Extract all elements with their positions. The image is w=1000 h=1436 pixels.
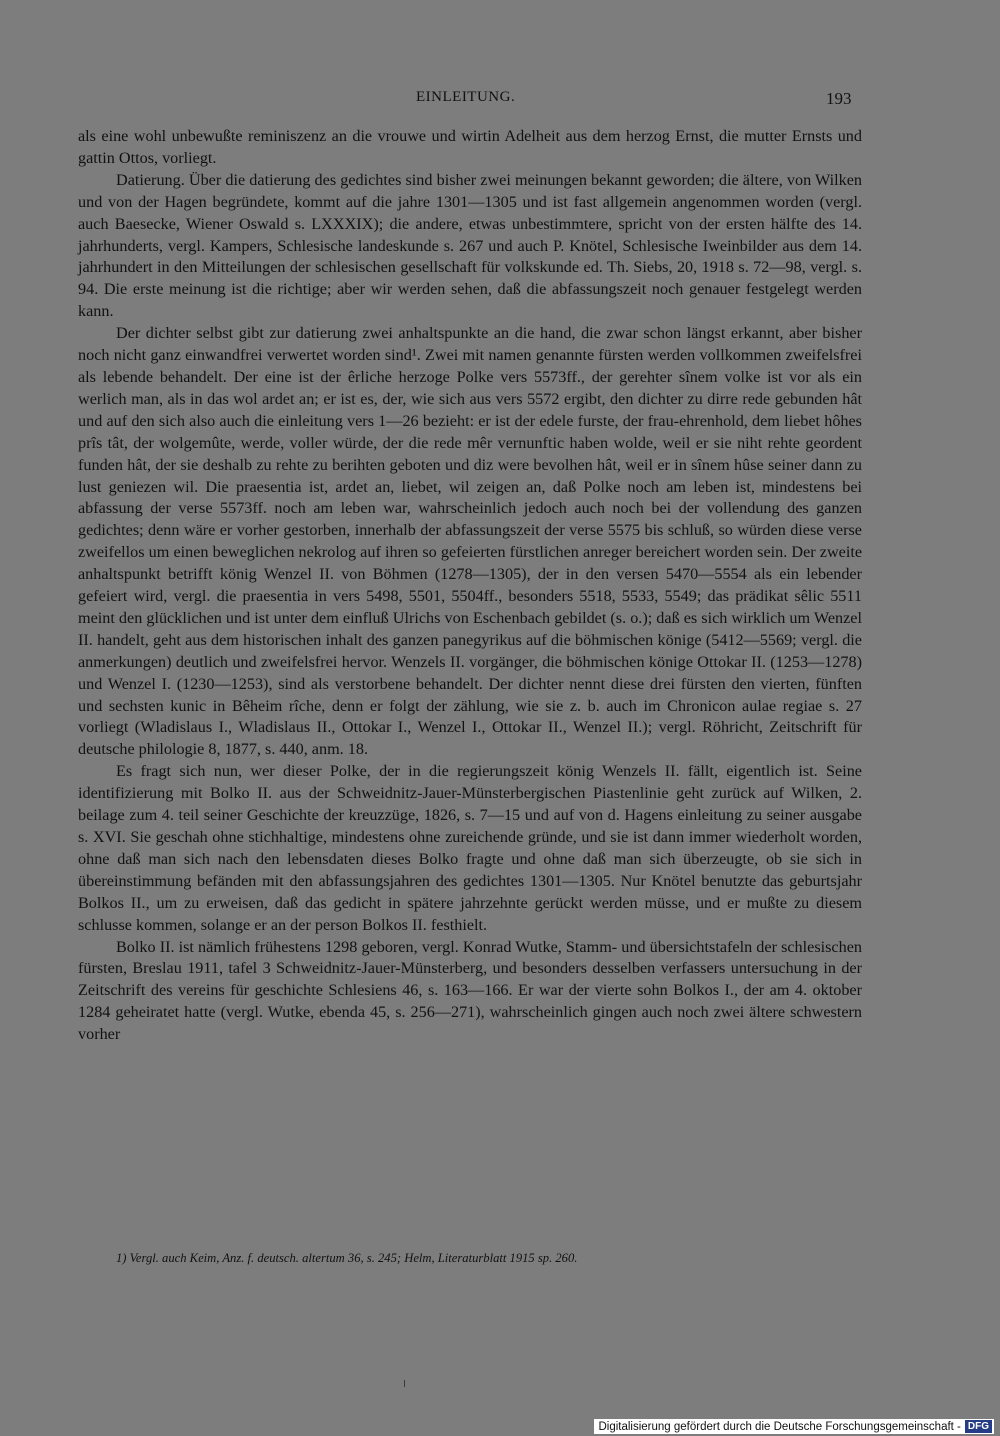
paragraph: Bolko II. ist nämlich frühestens 1298 geboren, vergl. Konrad Wutke, Stamm- und übersichtstafeln der schlesischen fürsten, Breslau 1911, tafel 3 Schweidnitz-Jauer-Münsterberg, und besonders desselben verfassers untersuchung in der Zeitschrift des vereins für geschichte Schlesiens 46, s. 163—166. Er war der vierte sohn Bolkos I., der am 4. oktober 1284 geheiratet hatte (vergl. Wutke, ebenda 45, s. 256—271), wahrscheinlich gingen auch noch zwei ältere schwestern vorher	[78, 937, 862, 1044]
paragraph: als eine wohl unbewußte reminiszenz an die vrouwe und wirtin Adelheit aus dem herzog Ernst, die mutter Ernsts und gattin Ottos, vorliegt.	[78, 127, 862, 167]
page-tick-mark	[404, 1380, 405, 1387]
dfg-logo-icon: DFG	[965, 1420, 992, 1433]
paragraph: Es fragt sich nun, wer dieser Polke, der in die regierungszeit könig Wenzels II. fällt, eigentlich ist. Seine identifizierung mit Bolko II. aus der Schweidnitz-Jauer-Münsterbergischen Piastenlinie geht zurück auf Wilken, 2. beilage zum 4. teil seiner Geschichte der kreuzzüge, 1826, s. 7—15 und auf von d. Hagens einleitung zu seiner ausgabe s. XVI. Sie geschah ohne stichhaltige, mindestens ohne zureichende gründe, und sie ist dann immer wiederholt worden, ohne daß man sich nach den lebensdaten dieses Bolko fragte und ohne daß man sich überzeugte, ob sie sich in übereinstimmung befänden mit den abfassungsjahren des gedichtes 1301—1305. Nur Knötel benutzte das geburtsjahr Bolkos II., um zu erweisen, daß das gedicht in spätere jahrzehnte gerückt werden müsse, und er mußte zu diesem schlusse kommen, solange er an der person Bolkos II. festhielt.	[78, 762, 862, 934]
paragraph: Der dichter selbst gibt zur datierung zwei anhaltspunkte an die hand, die zwar schon längst erkannt, aber bisher noch nicht ganz einwandfrei verwertet worden sind¹. Zwei mit namen genannte fürsten werden vollkommen zweifelsfrei als lebende behandelt. Der eine ist der êrliche herzoge Polke vers 5573ff., der gerehter sînem volke ist vor als ein werlich man, als in das wol ardet an; er ist es, der, wie sich aus vers 5572 ergibt, den dichter zu dirre rede gebunden hât und auf den sich also auch die einleitung vers 1—26 bezieht: er ist der edele furste, der frau-ehrenhold, dem liebet hôhes prîs tât, der wolgemûte, werde, voller würde, der die rede mêr vernunftic haben wolde, weil er sie niht rehte geordent funden hât, der sie deshalb zu rehte zu berihten geboten und diz were bevolhen hât, weil er in sînem hûse seiner dann zu lust geniezen wil. Die praesentia ist, ardet an, liebet, wil zeigen an, daß Polke noch am leben ist, mindestens bei abfassung der verse 5573ff. noch am leben war, wahrscheinlich jedoch auch noch bei der vollendung des ganzen gedichtes; denn wäre er vorher gestorben, innerhalb der abfassungszeit der verse 5575 bis schluß, so würden diese verse zweifellos um einen beweglichen nekrolog auf ihren so gefeierten fürstlichen anreger bereichert worden sein. Der zweite anhaltspunkt betrifft könig Wenzel II. von Böhmen (1278—1305), der in den versen 5470—5554 als ein lebender gefeiert wird, vergl. die praesentia in vers 5498, 5501, 5504ff., besonders 5518, 5533, 5549; das prädikat sêlic 5511 meint den glücklichen und ist unter dem einfluß Ulrichs von Eschenbach gebildet (s. o.); daß es sich wirklich um Wenzel II. handelt, geht aus dem historischen inhalt des ganzen panegyrikus auf die böhmischen könige (5412—5569; vergl. die anmerkungen) deutlich und zweifelsfrei hervor. Wenzels II. vorgänger, die böhmischen könige Ottokar II. (1253—1278) und Wenzel I. (1230—1253), sind als verstorbene behandelt. Der dichter nennt diese drei fürsten den vierten, fünften und sechsten kunic in Bêheim rîche, denn er folgt der zählung, wie sie z. b. auch im Chronicon aulae regiae s. 27 vorliegt (Wladislaus I., Wladislaus II., Ottokar I., Wenzel I., Ottokar II., Wenzel II.); vergl. Röhricht, Zeitschrift für deutsche philologie 8, 1877, s. 440, anm. 18.	[78, 324, 862, 759]
paragraph: Datierung. Über die datierung des gedichtes sind bisher zwei meinungen bekannt geworden; die ältere, von Wilken und von der Hagen begründete, kommt auf die jahre 1301—1305 und ist fast allgemein angenommen worden (vergl. auch Baesecke, Wiener Oswald s. LXXXIX); die andere, etwas unbestimmtere, spricht von der ersten hälfte des 14. jahrhunderts, vergl. Kampers, Schlesische landeskunde s. 267 und auch P. Knötel, Schlesische Iweinbilder aus dem 14. jahrhundert in den Mitteilungen der schlesischen gesellschaft für volkskunde ed. Th. Siebs, 20, 1918 s. 72—98, vergl. s. 94. Die erste meinung ist die richtige; aber wir werden sehen, daß die abfassungszeit noch genauer festgelegt werden kann.	[78, 170, 862, 321]
running-head: EINLEITUNG.	[416, 89, 516, 105]
page-number: 193	[826, 89, 852, 108]
body-text	[78, 126, 862, 1046]
banner-text: Digitalisierung gefördert durch die Deutsche Forschungsgemeinschaft -	[598, 1420, 961, 1433]
funding-banner	[594, 1419, 994, 1434]
footnote: 1) Vergl. auch Keim, Anz. f. deutsch. altertum 36, s. 245; Helm, Literaturblatt 1915 sp. 260.	[116, 1251, 578, 1265]
